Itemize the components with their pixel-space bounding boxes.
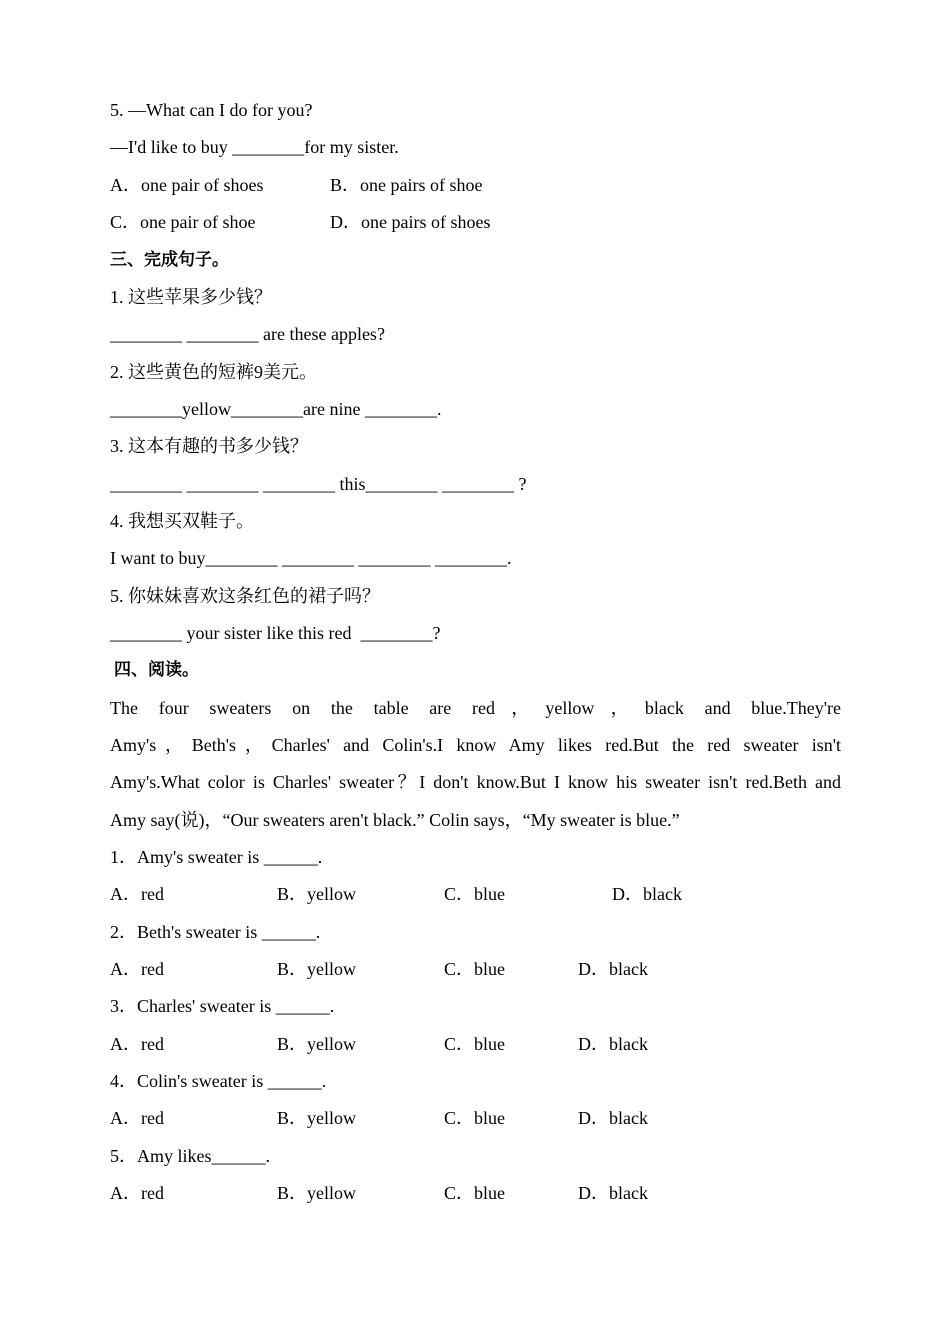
option-a: A．one pair of shoes <box>110 175 264 195</box>
section-4-heading: 四、阅读。 <box>114 660 199 680</box>
sentence-1-chinese: 1. 这些苹果多少钱？ <box>110 287 272 307</box>
question-5-answer-line: —I'd like to buy ________for my sister. <box>110 137 399 157</box>
sentence-5-english: ________ your sister like this red ________? <box>110 623 441 643</box>
reading-q5-option-a: A．red <box>110 1183 164 1203</box>
option-b: B．one pairs of shoe <box>330 175 483 195</box>
reading-question-3: 3．Charles' sweater is ______. <box>110 996 335 1016</box>
reading-q5-option-d: D．black <box>578 1183 648 1203</box>
reading-q2-option-c: C．blue <box>444 959 505 979</box>
sentence-3-english: ________ ________ ________ this________ ________ ? <box>110 474 527 494</box>
section-3-heading: 三、完成句子。 <box>110 250 229 270</box>
sentence-5-chinese: 5. 你妹妹喜欢这条红色的裙子吗？ <box>110 586 380 606</box>
reading-q3-option-c: C．blue <box>444 1034 505 1054</box>
reading-q1-option-b: B．yellow <box>277 884 356 904</box>
reading-q1-option-a: A．red <box>110 884 164 904</box>
sentence-3-chinese: 3. 这本有趣的书多少钱？ <box>110 436 308 456</box>
sentence-2-chinese: 2. 这些黄色的短裤9美元。 <box>110 362 317 382</box>
passage-line-2: Amy's，Beth's，Charles' and Colin's.I know Amy likes red.But the red sweater isn't <box>110 735 841 755</box>
reading-question-2: 2．Beth's sweater is ______. <box>110 922 321 942</box>
reading-q1-option-d: D．black <box>612 884 682 904</box>
reading-question-1: 1．Amy's sweater is ______. <box>110 847 323 867</box>
reading-q3-option-a: A．red <box>110 1034 164 1054</box>
reading-q4-option-a: A．red <box>110 1108 164 1128</box>
reading-question-4: 4．Colin's sweater is ______. <box>110 1071 327 1091</box>
reading-question-5: 5．Amy likes______. <box>110 1146 270 1166</box>
reading-q4-option-c: C．blue <box>444 1108 505 1128</box>
question-5-prompt: 5. —What can I do for you? <box>110 100 313 120</box>
passage-line-4: Amy say(说)，“Our sweaters aren't black.” Colin says，“My sweater is blue.” <box>110 810 680 830</box>
reading-q3-option-b: B．yellow <box>277 1034 356 1054</box>
reading-q5-option-c: C．blue <box>444 1183 505 1203</box>
reading-q4-option-d: D．black <box>578 1108 648 1128</box>
reading-q4-option-b: B．yellow <box>277 1108 356 1128</box>
reading-q2-option-b: B．yellow <box>277 959 356 979</box>
reading-q2-option-a: A．red <box>110 959 164 979</box>
reading-q3-option-d: D．black <box>578 1034 648 1054</box>
passage-line-3: Amy's.What color is Charles' sweater？I don't know.But I know his sweater isn't red.Beth and <box>110 772 841 792</box>
reading-q1-option-c: C．blue <box>444 884 505 904</box>
sentence-2-english: ________yellow________are nine ________. <box>110 399 442 419</box>
sentence-1-english: ________ ________ are these apples? <box>110 324 385 344</box>
sentence-4-english: I want to buy________ ________ ________ ________. <box>110 548 512 568</box>
reading-q5-option-b: B．yellow <box>277 1183 356 1203</box>
reading-q2-option-d: D．black <box>578 959 648 979</box>
option-d: D．one pairs of shoes <box>330 212 491 232</box>
sentence-4-chinese: 4. 我想买双鞋子。 <box>110 511 254 531</box>
passage-line-1: The four sweaters on the table are red，yellow，black and blue.They're <box>110 698 841 718</box>
option-c: C．one pair of shoe <box>110 212 256 232</box>
